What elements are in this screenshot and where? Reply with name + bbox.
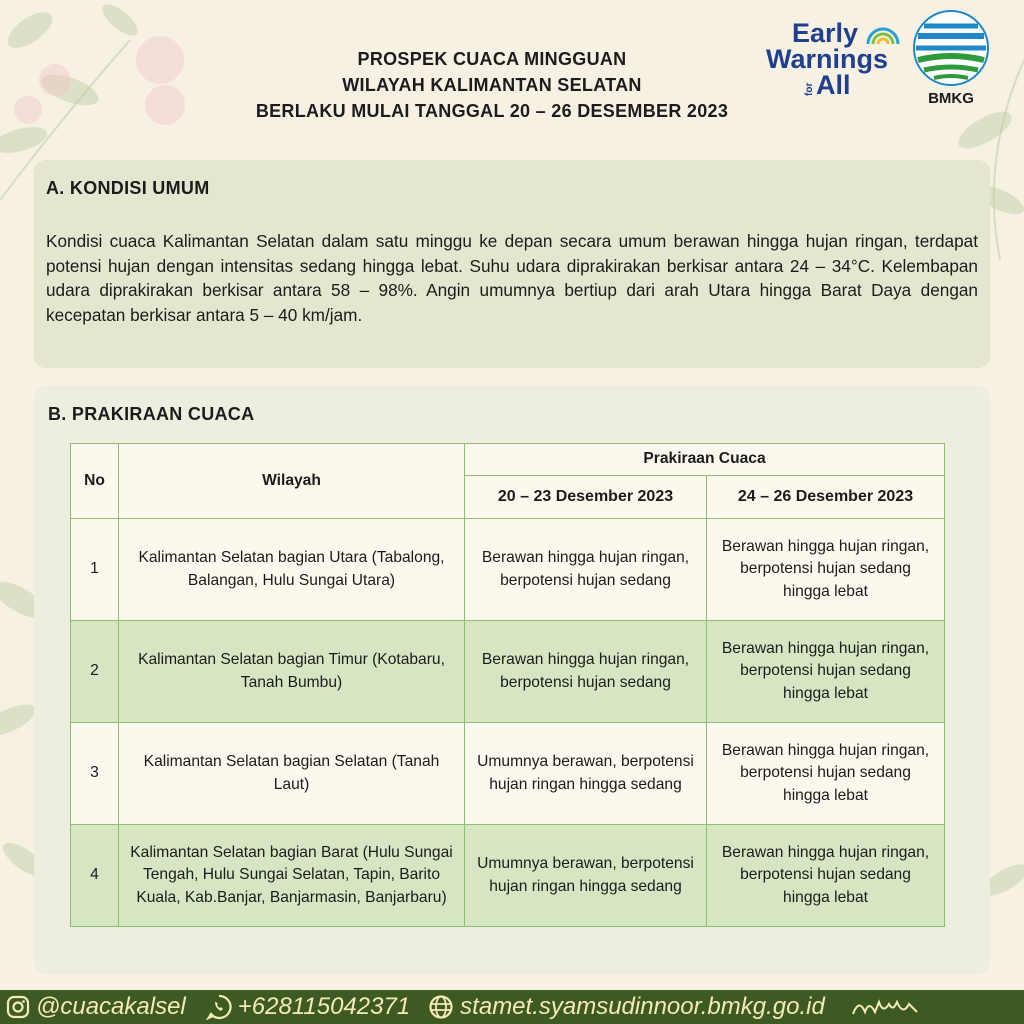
row-forecast-period-1: Berawan hingga hujan ringan, berpotensi hujan sedang [465, 621, 707, 723]
row-no: 4 [71, 825, 119, 927]
instagram-icon [6, 995, 30, 1019]
row-wilayah: Kalimantan Selatan bagian Timur (Kotabaru, Tanah Bumbu) [119, 621, 465, 723]
page-title [180, 46, 804, 124]
col-header-prakiraan: Prakiraan Cuaca [465, 444, 945, 476]
footer-bar [0, 990, 1024, 1024]
footer-whatsapp[interactable] [206, 993, 410, 1021]
table-row [71, 825, 945, 927]
col-header-period-2: 24 – 26 Desember 2023 [707, 476, 945, 519]
row-wilayah: Kalimantan Selatan bagian Selatan (Tanah Laut) [119, 723, 465, 825]
ewa-word-early: Early [792, 18, 859, 48]
section-a-title: A. KONDISI UMUM [46, 178, 210, 198]
bmkg-emblem-icon [910, 8, 992, 90]
row-forecast-period-2: Berawan hingga hujan ringan, berpotensi hujan sedang hingga lebat [707, 621, 945, 723]
globe-icon [428, 994, 454, 1020]
instagram-handle: @cuacakalsel [36, 993, 186, 1020]
ewa-word-all: All [816, 70, 851, 100]
ewa-word-for: for [804, 82, 815, 96]
signature-graphic [851, 994, 921, 1020]
bmkg-label: BMKG [928, 90, 974, 107]
early-warnings-logo [764, 18, 914, 98]
kondisi-umum-text: Kondisi cuaca Kalimantan Selatan dalam satu minggu ke depan secara umum berawan hingga hujan ringan, terdapat potensi hujan dengan intensitas sedang hingga lebat. Suhu udara diprakirakan berkisar antara 24 – 34°C. Kelembapan udara diprakirakan berkisar antara 58 – 98%. Angin umumnya bertiup dari arah Utara hingga Barat Daya dengan kecepatan berkisar antara 5 – 40 km/jam. [46, 231, 978, 325]
row-forecast-period-1: Berawan hingga hujan ringan, berpotensi hujan sedang [465, 519, 707, 621]
website-url: stamet.syamsudinnoor.bmkg.go.id [460, 993, 825, 1020]
table-row [71, 621, 945, 723]
table-row [71, 723, 945, 825]
table-row [71, 519, 945, 621]
whatsapp-icon [206, 994, 232, 1020]
title-line-1: PROSPEK CUACA MINGGUAN [357, 49, 627, 69]
footer-instagram[interactable] [6, 993, 186, 1021]
row-forecast-period-2: Berawan hingga hujan ringan, berpotensi hujan sedang hingga lebat [707, 723, 945, 825]
row-wilayah: Kalimantan Selatan bagian Barat (Hulu Sungai Tengah, Hulu Sungai Selatan, Tapin, Barito Kuala, Kab.Banjar, Banjarmasin, Banjarbaru) [119, 825, 465, 927]
ewa-rainbow-icon [866, 22, 900, 46]
bmkg-logo [910, 8, 992, 108]
col-header-wilayah: Wilayah [119, 444, 465, 519]
ewa-word-warnings: Warnings [766, 44, 889, 74]
col-header-period-1: 20 – 23 Desember 2023 [465, 476, 707, 519]
section-b-title: B. PRAKIRAAN CUACA [48, 404, 255, 424]
title-line-2: WILAYAH KALIMANTAN SELATAN [342, 75, 642, 95]
footer-website[interactable] [428, 993, 825, 1021]
row-forecast-period-2: Berawan hingga hujan ringan, berpotensi hujan sedang hingga lebat [707, 825, 945, 927]
row-forecast-period-1: Umumnya berawan, berpotensi hujan ringan hingga sedang [465, 825, 707, 927]
row-no: 1 [71, 519, 119, 621]
row-wilayah: Kalimantan Selatan bagian Utara (Tabalong, Balangan, Hulu Sungai Utara) [119, 519, 465, 621]
row-no: 3 [71, 723, 119, 825]
row-no: 2 [71, 621, 119, 723]
table-header-row [71, 444, 945, 476]
whatsapp-number: +628115042371 [237, 993, 411, 1020]
col-header-no: No [71, 444, 119, 519]
forecast-table [70, 443, 945, 927]
title-line-3: BERLAKU MULAI TANGGAL 20 – 26 DESEMBER 2023 [255, 101, 729, 121]
row-forecast-period-1: Umumnya berawan, berpotensi hujan ringan hingga sedang [465, 723, 707, 825]
row-forecast-period-2: Berawan hingga hujan ringan, berpotensi hujan sedang hingga lebat [707, 519, 945, 621]
